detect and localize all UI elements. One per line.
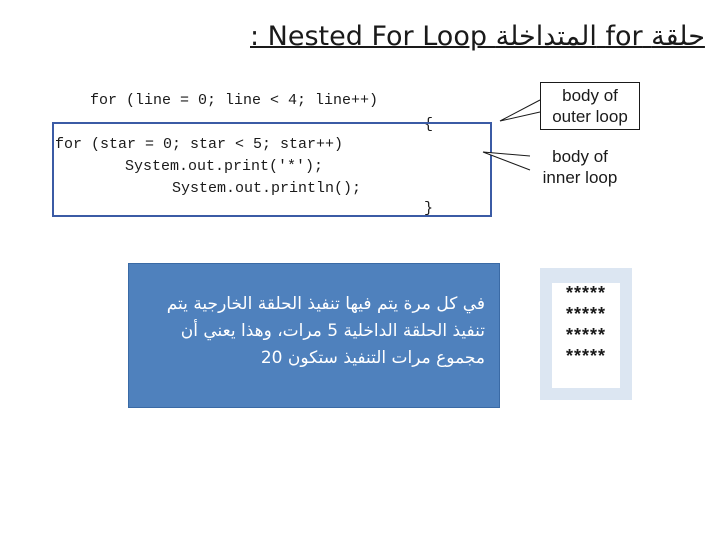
code-open-brace: { — [424, 116, 434, 133]
inner-loop-label-line2: inner loop — [542, 168, 618, 187]
title-keyword: for — [605, 21, 643, 52]
output-row: ***** — [565, 304, 607, 324]
outer-loop-label-line1: body of — [562, 86, 618, 105]
explanation-box — [128, 263, 500, 408]
explanation-line1: في كل مرة يتم فيها تنفيذ الحلقة الخارجية يتم — [166, 294, 485, 314]
outer-callout-pointer — [500, 100, 540, 121]
title-arabic-nested: المتداخلة — [495, 21, 597, 52]
code-close-brace: } — [424, 200, 434, 217]
code-line-print: System.out.print('*'); — [125, 158, 324, 175]
title-latin: : Nested For Loop — [250, 21, 487, 52]
title-arabic-loop: حلقة — [651, 21, 705, 52]
code-line-inner-for: for (star = 0; star < 5; star++) — [55, 136, 344, 153]
output-row: ***** — [565, 283, 607, 303]
inner-callout-pointer — [483, 152, 530, 170]
output-row: ***** — [565, 346, 607, 366]
explanation-line3: مجموع مرات التنفيذ ستكون 20 — [260, 348, 485, 368]
explanation-line2: تنفيذ الحلقة الداخلية 5 مرات، وهذا يعني أن — [180, 321, 485, 341]
outer-loop-label-line2: outer loop — [552, 107, 628, 126]
code-line-outer-for: for (line = 0; line < 4; line++) — [90, 92, 379, 109]
inner-loop-label-line1: body of — [552, 147, 608, 166]
output-stars — [552, 283, 620, 388]
output-row: ***** — [565, 325, 607, 345]
code-line-println: System.out.println(); — [172, 180, 362, 197]
